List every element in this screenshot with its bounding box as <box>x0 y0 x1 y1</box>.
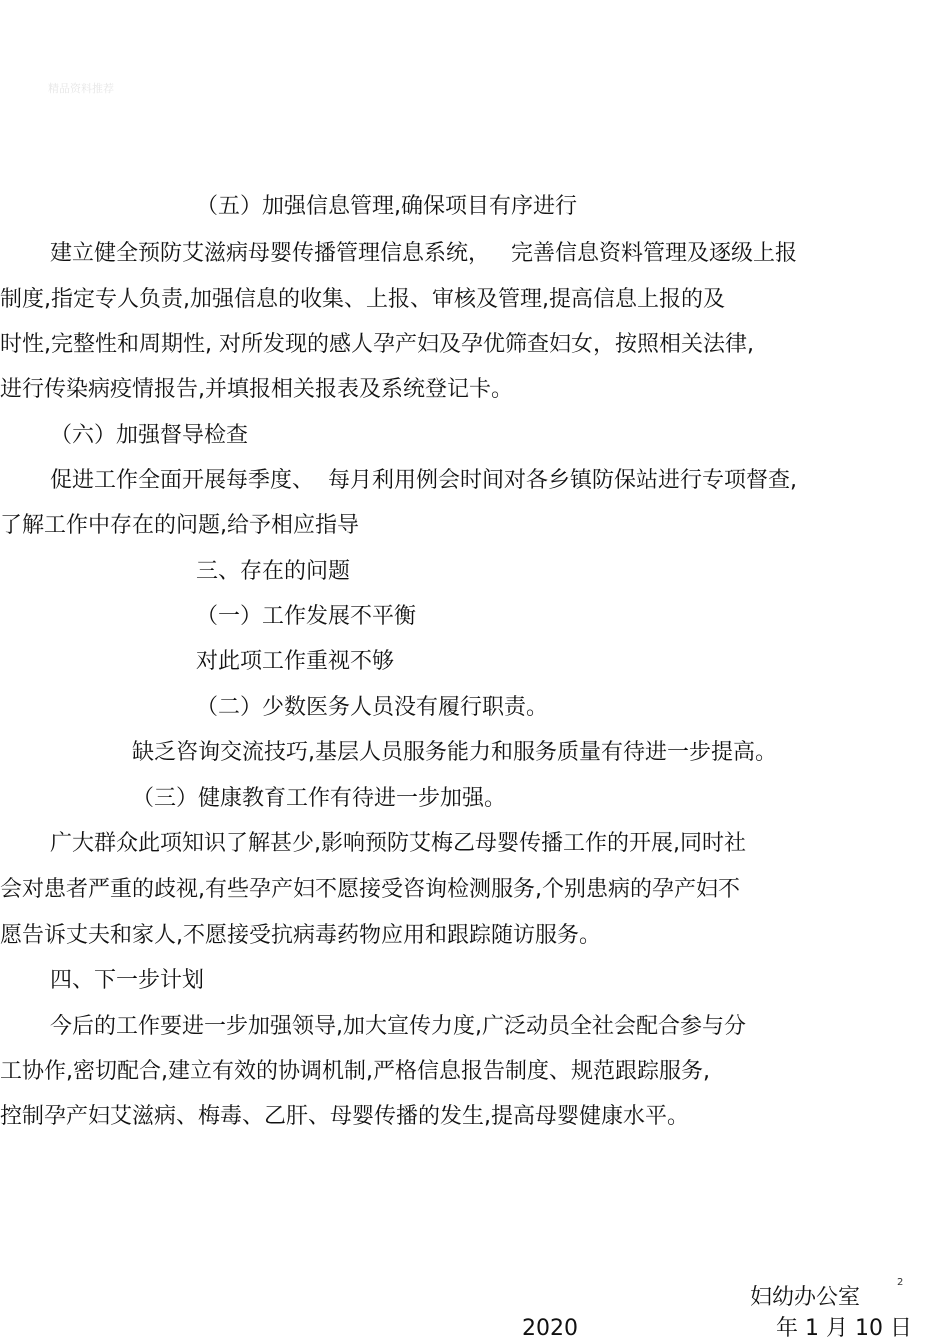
paragraph-line: 工协作,密切配合,建立有效的协调机制,严格信息报告制度、规范跟踪服务, <box>0 1059 710 1084</box>
paragraph-line: 制度,指定专人负责,加强信息的收集、上报、审核及管理,提高信息上报的及 <box>0 287 725 312</box>
paragraph-line: 对此项工作重视不够 <box>196 649 395 674</box>
paragraph-line: 进行传染病疫情报告,并填报相关报表及系统登记卡。 <box>0 377 513 402</box>
page-number: 2 <box>897 1277 904 1288</box>
paragraph-line: 愿告诉丈夫和家人,不愿接受抗病毒药物应用和跟踪随访服务。 <box>0 923 601 948</box>
section-heading-six: （六）加强督导检查 <box>50 423 249 448</box>
subheading-three: （三）健康教育工作有待进一步加强。 <box>132 786 507 811</box>
section-heading-five: （五）加强信息管理,确保项目有序进行 <box>196 194 577 219</box>
paragraph-line: 了解工作中存在的问题,给予相应指导 <box>0 513 359 538</box>
paragraph-line: 缺乏咨询交流技巧,基层人员服务能力和服务质量有待进一步提高。 <box>132 740 777 765</box>
section-heading-problems: 三、存在的问题 <box>196 559 351 584</box>
paragraph-line: 今后的工作要进一步加强领导,加大宣传力度,广泛动员全社会配合参与分 <box>50 1014 746 1039</box>
subheading-one: （一）工作发展不平衡 <box>196 604 417 629</box>
section-heading-next-steps: 四、下一步计划 <box>50 968 205 993</box>
watermark-text: 精品资料推荐 <box>48 82 114 95</box>
signature-year: 2020 <box>522 1316 578 1341</box>
paragraph-line: 会对患者严重的歧视,有些孕产妇不愿接受咨询检测服务,个别患病的孕产妇不 <box>0 877 740 902</box>
paragraph-line: 建立健全预防艾滋病母婴传播管理信息系统， 完善信息资料管理及逐级上报 <box>50 241 797 266</box>
paragraph-line: 促进工作全面开展每季度、 每月利用例会时间对各乡镇防保站进行专项督查, <box>50 468 797 493</box>
paragraph-line: 广大群众此项知识了解甚少,影响预防艾梅乙母婴传播工作的开展,同时社 <box>50 831 746 856</box>
paragraph-line: 时性,完整性和周期性, 对所发现的感人孕产妇及孕优筛查妇女，按照相关法律, <box>0 332 754 357</box>
subheading-two: （二）少数医务人员没有履行职责。 <box>196 695 549 720</box>
signature-office: 妇幼办公室 <box>750 1285 861 1310</box>
signature-date: 年 1 月 10 日 <box>776 1316 912 1341</box>
paragraph-line: 控制孕产妇艾滋病、梅毒、乙肝、母婴传播的发生,提高母婴健康水平。 <box>0 1104 689 1129</box>
